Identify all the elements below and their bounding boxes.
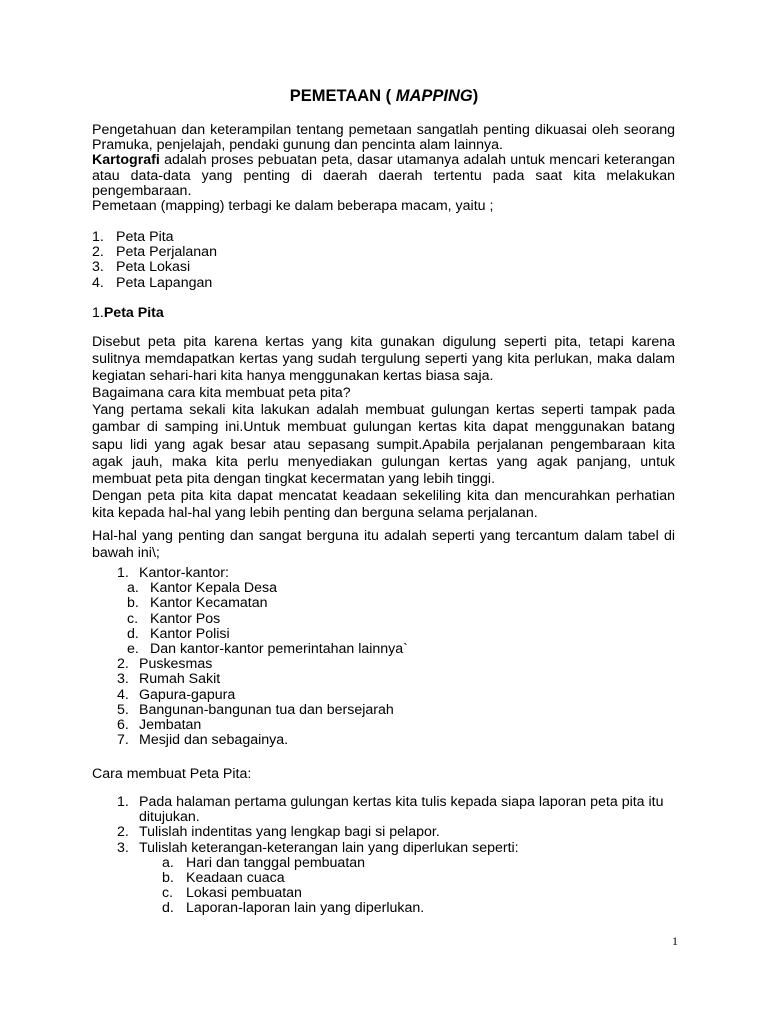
title-italic: MAPPING [391,87,473,105]
step-number: 2. [117,824,129,841]
section-paragraph-3: Yang pertama sekali kita lakukan adalah membuat gulungan kertas seperti tampak pada gambar di samping ini.Untuk membuat gulungan kertas kita dapat menggunakan batang sapu lidi yang agak besar atau sepasang sumpit.Apabila perjalanan pengembaraan kita agak jauh, maka kita perlu menyediakan gulungan kertas yang agak panjang, untuk membuat peta pita dengan tingkat kecermatan yang lebih tinggi. [92,402,675,487]
list-item [117,657,537,672]
sub-list-letter: b. [127,595,139,612]
list-number: 6. [117,716,129,733]
section-number: 1. [92,305,104,321]
list-text: Peta Lokasi [116,259,191,276]
list-item [92,260,492,275]
sub-step-letter: a. [162,854,174,871]
list-text: Kantor-kantor: [139,565,229,581]
list-text: Gapura-gapura [139,686,236,703]
list-number: 1. [117,565,129,581]
sub-step-text: Laporan-laporan lain yang diperlukan. [186,900,425,917]
important-items-list [117,566,537,748]
sub-list-item [117,581,537,596]
list-number: 5. [117,701,129,718]
sub-list-text: Kantor Kepala Desa [150,580,277,597]
howto-steps [117,795,677,917]
list-item [92,245,492,260]
intro-section [92,123,675,214]
step-text: Pada halaman pertama gulungan kertas kita tulis kepada siapa laporan peta pita itu [139,794,664,810]
sub-step-text: Lokasi pembuatan [186,885,302,902]
sub-step-item [117,871,677,886]
list-text: Jembatan [139,716,202,733]
step-item [117,841,677,856]
sub-list-item [117,627,537,642]
list-number: 4. [92,274,104,291]
list-number: 2. [92,244,104,261]
section-paragraph-1: Disebut peta pita karena kertas yang kita gunakan digulung seperti pita, tetapi karena sulitnya memdapatkan kertas yang sudah tergulung seperti yang kita perlukan, maka dalam kegiatan sehari-hari kita hanya menggunakan kertas biasa saja. [92,334,675,385]
section-title: Peta Pita [103,305,164,321]
sub-step-item [117,856,677,871]
page-title [0,86,768,106]
sub-list-item [117,612,537,627]
list-number: 7. [117,732,129,749]
sub-step-item [117,901,677,916]
map-types-list [92,230,492,291]
step-text: Tulislah keterangan-keterangan lain yang diperlukan seperti: [139,839,519,856]
step-item-continuation [117,810,677,825]
section-body [92,334,675,522]
list-item [117,688,537,703]
sub-step-text: Hari dan tanggal pembuatan [186,854,366,871]
kartografi-definition: adalah proses pebuatan peta, dasar utamanya adalah untuk mencari keterangan atau data-data yang penting di daerah daerah tertentu pada saat kita melakukan pengembaraan. [92,152,675,199]
section-paragraph-4: Dengan peta pita kita dapat mencatat keadaan sekeliling kita dan mencurahkan perhatian kita kepada hal-hal yang lebih penting dan berguna selama perjalanan. [92,487,675,521]
list-number: 3. [92,259,104,276]
sub-list-letter: d. [127,625,139,642]
list-item [117,566,537,581]
list-text: Bangunan-bangunan tua dan bersejarah [139,701,394,718]
step-item [117,795,677,810]
sub-step-item [117,886,677,901]
list-number: 4. [117,686,129,703]
sub-step-letter: d. [162,900,174,917]
list-item [117,718,537,733]
sub-list-letter: c. [127,610,139,627]
sub-list-letter: e. [127,640,139,657]
sub-list-letter: a. [127,580,139,597]
step-text: Tulislah indentitas yang lengkap bagi si pelapor. [139,824,440,841]
page-number: 1 [672,934,678,948]
section-paragraph-2: Bagaimana cara kita membuat peta pita? [92,385,351,402]
step-number: 3. [117,839,129,856]
section-heading-peta-pita [92,305,164,321]
section-paragraph-5 [92,528,675,562]
list-text: Peta Lapangan [116,274,213,291]
intro-paragraph-3: Pemetaan (mapping) terbagi ke dalam beberapa macam, yaitu ; [92,198,494,215]
sub-list-text: Kantor Polisi [150,625,230,642]
list-text: Puskesmas [139,656,213,673]
title-paren-open: ( [385,87,392,105]
list-item [92,230,492,245]
step-text-continued: ditujukan. [139,809,200,826]
sub-list-text: Kantor Pos [150,610,221,627]
howto-heading: Cara membuat Peta Pita: [92,766,252,782]
title-text: PEMETAAN [289,87,386,105]
sub-step-letter: b. [162,869,174,886]
list-number: 3. [117,671,129,688]
list-text: Rumah Sakit [139,671,221,688]
sub-step-letter: c. [162,885,174,902]
sub-list-text: Dan kantor-kantor pemerintahan lainnya` [150,640,408,657]
list-text: Mesjid dan sebagainya. [139,732,289,749]
intro-paragraph-1: Pengetahuan dan keterampilan tentang pemetaan sangatlah penting dikuasai oleh seorang Pramuka, penjelajah, pendaki gunung dan pencinta alam lainnya. [92,122,675,154]
list-item [117,733,537,748]
list-text: Peta Perjalanan [116,244,217,261]
title-paren-close: ) [472,87,479,105]
list-number: 2. [117,656,129,673]
sub-step-text: Keadaan cuaca [186,869,285,886]
list-number: 1. [92,229,104,245]
sub-list-item [117,596,537,611]
list-text: Peta Pita [116,229,174,245]
list-item [117,703,537,718]
kartografi-term: Kartografi [92,152,160,169]
sub-list-item [117,642,537,657]
paragraph-5-line-2: bawah ini\; [92,545,160,562]
paragraph-5-line-1: Hal-hal yang penting dan sangat berguna itu adalah seperti yang tercantum dalam tabel di [92,528,675,544]
step-item [117,825,677,840]
intro-paragraph-2 [92,153,675,199]
sub-list-text: Kantor Kecamatan [150,595,268,612]
list-item [92,276,492,291]
step-number: 1. [117,794,129,810]
list-item [117,672,537,687]
